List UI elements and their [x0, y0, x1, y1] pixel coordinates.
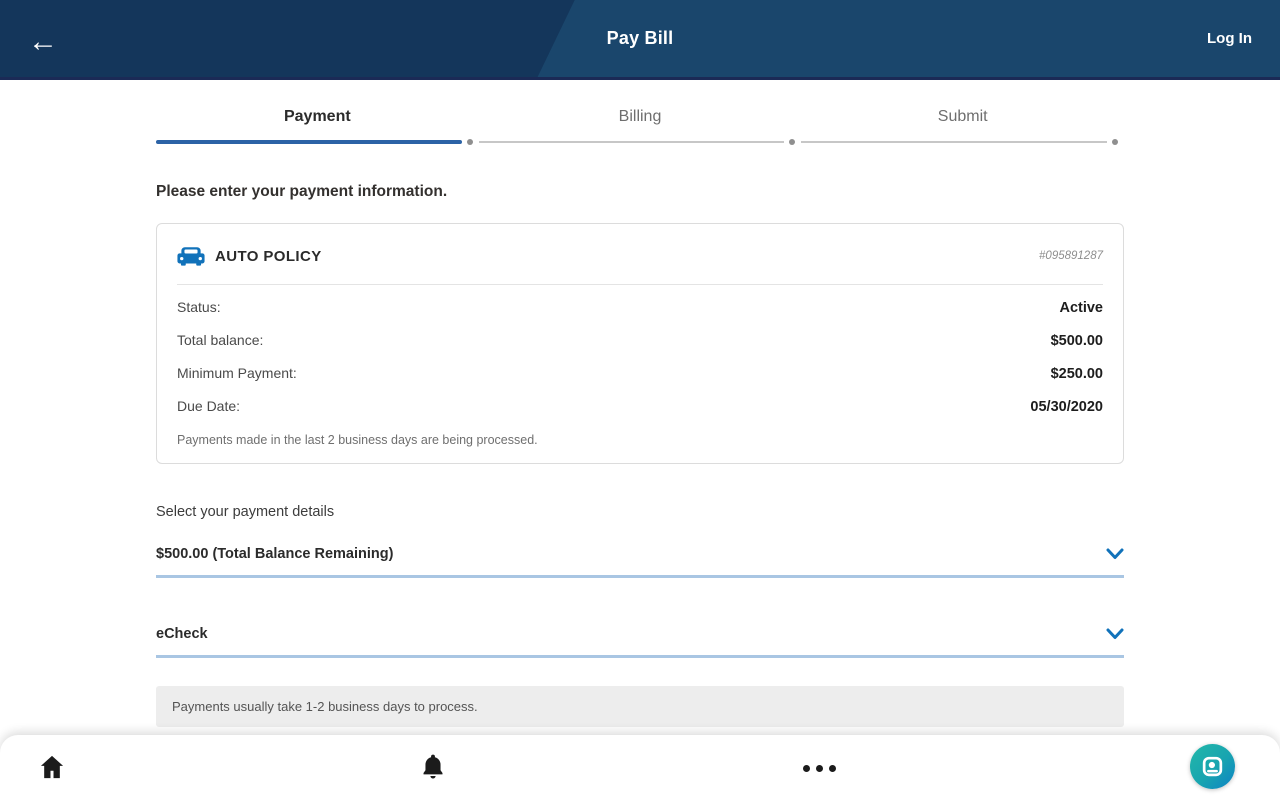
- bell-icon[interactable]: [420, 753, 446, 781]
- row-label: Status:: [177, 299, 221, 315]
- processing-disclaimer: Payments made in the last 2 business days are being processed.: [177, 433, 538, 447]
- processing-time-note: Payments usually take 1-2 business days to process.: [156, 686, 1124, 727]
- step-submit-label: Submit: [937, 108, 988, 125]
- policy-card: [156, 223, 1124, 464]
- row-value: Active: [1059, 300, 1103, 316]
- home-icon[interactable]: [38, 753, 66, 781]
- step-dot: [467, 139, 473, 145]
- step-line: [801, 141, 1107, 143]
- step-payment: [156, 108, 479, 145]
- payment-details-label: Select your payment details: [156, 504, 335, 520]
- intro-text: Please enter your payment information.: [156, 183, 448, 200]
- policy-row-total-balance: [177, 324, 1103, 357]
- row-value: $500.00: [1050, 333, 1103, 349]
- row-value: $250.00: [1050, 366, 1103, 382]
- row-label: Due Date:: [177, 398, 241, 414]
- policy-number: #095891287: [1039, 250, 1103, 262]
- step-payment-track: [156, 139, 479, 145]
- main-content: [0, 108, 1280, 766]
- payment-amount-value: $500.00 (Total Balance Remaining): [156, 546, 394, 562]
- payment-method-select[interactable]: [156, 626, 1124, 658]
- row-label: Minimum Payment:: [177, 365, 297, 381]
- bottom-navigation-bar: [0, 735, 1280, 800]
- more-icon[interactable]: [803, 765, 836, 772]
- step-submit-track: [801, 139, 1124, 145]
- policy-card-title: AUTO POLICY: [215, 247, 322, 265]
- payment-amount-select[interactable]: [156, 546, 1124, 578]
- back-arrow-icon[interactable]: ←: [28, 24, 58, 58]
- assistant-icon: [1200, 754, 1225, 779]
- policy-row-due-date: [177, 390, 1103, 423]
- step-billing-track: [479, 139, 802, 145]
- step-submit: [801, 108, 1124, 145]
- app-header: [0, 0, 1280, 80]
- login-button[interactable]: Log In: [1207, 30, 1252, 47]
- progress-stepper: [156, 108, 1124, 145]
- step-dot: [789, 139, 795, 145]
- step-line: [156, 140, 462, 144]
- step-payment-label: Payment: [283, 108, 351, 125]
- step-line: [479, 141, 785, 143]
- chevron-down-icon: [1106, 628, 1124, 640]
- step-billing-label: Billing: [618, 108, 662, 125]
- step-billing: [479, 108, 802, 145]
- page-title: Pay Bill: [606, 28, 674, 48]
- row-label: Total balance:: [177, 332, 264, 348]
- row-value: 05/30/2020: [1030, 399, 1103, 415]
- policy-row-minimum-payment: [177, 357, 1103, 390]
- step-dot: [1112, 139, 1118, 145]
- assistant-chat-button[interactable]: [1190, 744, 1235, 789]
- policy-row-status: [177, 291, 1103, 324]
- car-icon: [177, 246, 205, 266]
- payment-method-value: eCheck: [156, 626, 208, 642]
- chevron-down-icon: [1106, 548, 1124, 560]
- card-divider: [177, 284, 1103, 285]
